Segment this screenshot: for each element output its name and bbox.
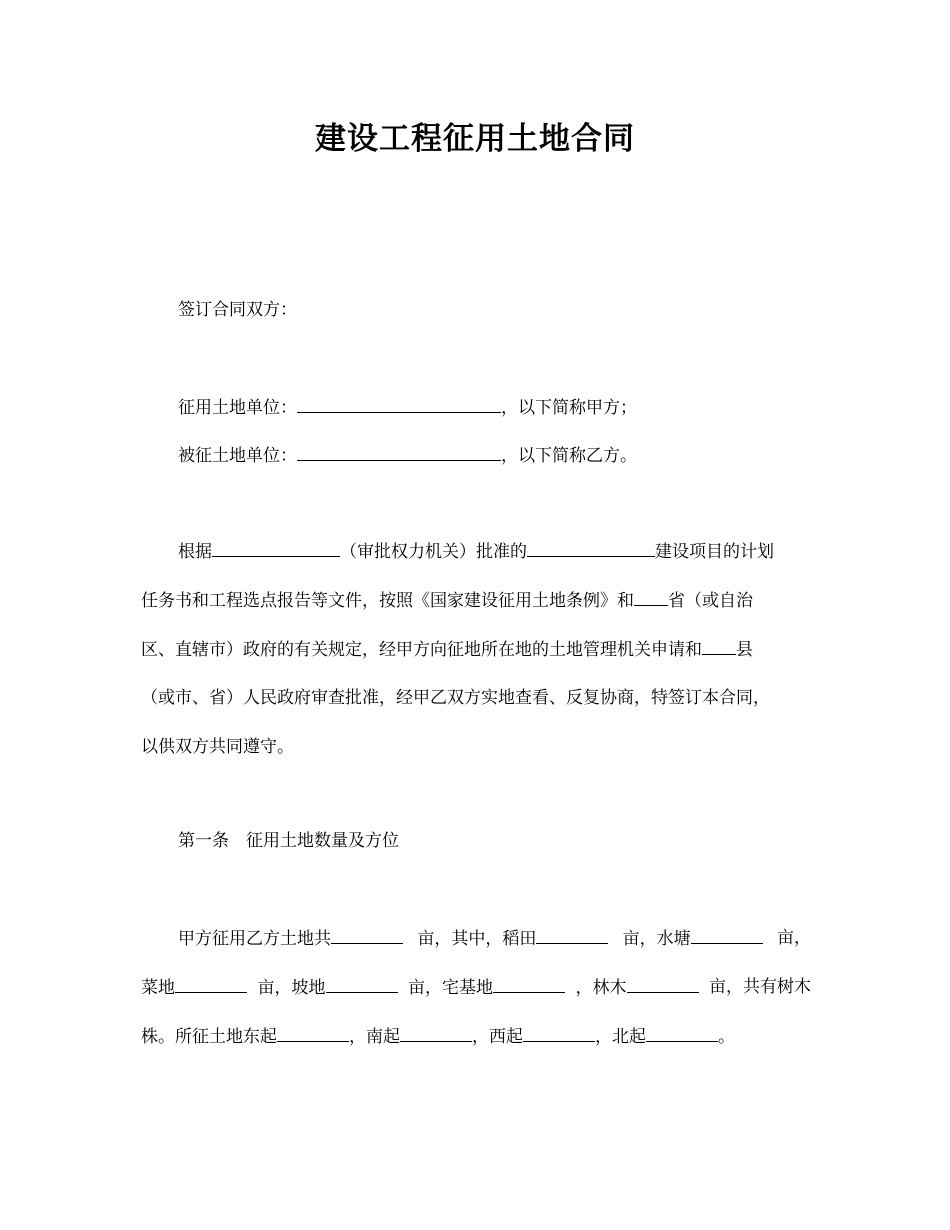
- article-text: 亩，水塘: [622, 929, 691, 949]
- preamble-text: 根据: [178, 542, 212, 562]
- preamble-text: 任务书和工程选点报告等文件，按照《国家建设征用土地条例》和: [141, 591, 634, 611]
- forest-area-blank[interactable]: [627, 975, 699, 993]
- article-text: 。: [718, 1027, 735, 1047]
- preamble-line-3: [141, 637, 753, 662]
- article-1-line-2: [141, 975, 811, 1000]
- preamble-text: 建设项目的计划: [655, 542, 774, 562]
- article-text: 亩，: [776, 928, 811, 948]
- party-b-blank[interactable]: [297, 443, 501, 461]
- approval-authority-blank[interactable]: [212, 539, 340, 557]
- article-text: ，西起: [472, 1027, 523, 1047]
- pond-area-blank[interactable]: [691, 926, 763, 944]
- party-b-suffix: ，以下简称乙方。: [501, 446, 637, 466]
- preamble-text: 省（或自治: [668, 591, 753, 611]
- party-b-label: 被征土地单位：: [178, 446, 297, 466]
- north-boundary-blank[interactable]: [646, 1024, 718, 1042]
- project-name-blank[interactable]: [527, 539, 655, 557]
- preamble-text: （审批权力机关）批准的: [340, 542, 527, 562]
- party-a-line: [178, 395, 637, 420]
- party-a-label: 征用土地单位：: [178, 398, 297, 418]
- homestead-area-blank[interactable]: [493, 975, 565, 993]
- preamble-line-4: （或市、省）人民政府审查批准，经甲乙双方实地查看、反复协商，特签订本合同，: [141, 688, 770, 708]
- preamble-line-1: [178, 539, 774, 564]
- east-boundary-blank[interactable]: [277, 1024, 349, 1042]
- county-blank[interactable]: [702, 637, 736, 655]
- total-area-blank[interactable]: [331, 926, 403, 944]
- slope-area-blank[interactable]: [326, 975, 398, 993]
- article-1-line-3: [141, 1024, 735, 1049]
- preamble-text: 区、直辖市）政府的有关规定，经甲方向征地所在地的土地管理机关申请和: [141, 640, 702, 660]
- article-text: ，南起: [349, 1027, 400, 1047]
- article-text: 亩，共有树木: [709, 977, 811, 997]
- article-text: 亩，坡地: [257, 978, 326, 998]
- article-text: ，北起: [595, 1027, 646, 1047]
- south-boundary-blank[interactable]: [400, 1024, 472, 1042]
- article-text: 甲方征用乙方土地共: [178, 929, 331, 949]
- west-boundary-blank[interactable]: [523, 1024, 595, 1042]
- article-1-heading: 第一条 征用土地数量及方位: [178, 831, 399, 851]
- document-title: 建设工程征用土地合同: [315, 121, 635, 157]
- article-text: 菜地: [141, 978, 175, 998]
- party-a-suffix: ，以下简称甲方；: [501, 398, 637, 418]
- article-1-line-1: [178, 926, 811, 951]
- parties-heading: 签订合同双方：: [178, 300, 297, 320]
- article-text: 亩，宅基地: [408, 978, 493, 998]
- party-b-line: [178, 443, 637, 468]
- article-text: 亩，其中，稻田: [417, 929, 537, 949]
- preamble-line-2: [141, 588, 753, 613]
- party-a-blank[interactable]: [297, 395, 501, 413]
- vegetable-area-blank[interactable]: [175, 975, 247, 993]
- article-text: 株。所征土地东起: [141, 1027, 277, 1047]
- article-text: ，林木: [575, 978, 627, 998]
- province-blank[interactable]: [634, 588, 668, 606]
- paddy-area-blank[interactable]: [536, 926, 608, 944]
- preamble-line-5: 以供双方共同遵守。: [141, 737, 294, 757]
- preamble-text: 县: [736, 640, 753, 660]
